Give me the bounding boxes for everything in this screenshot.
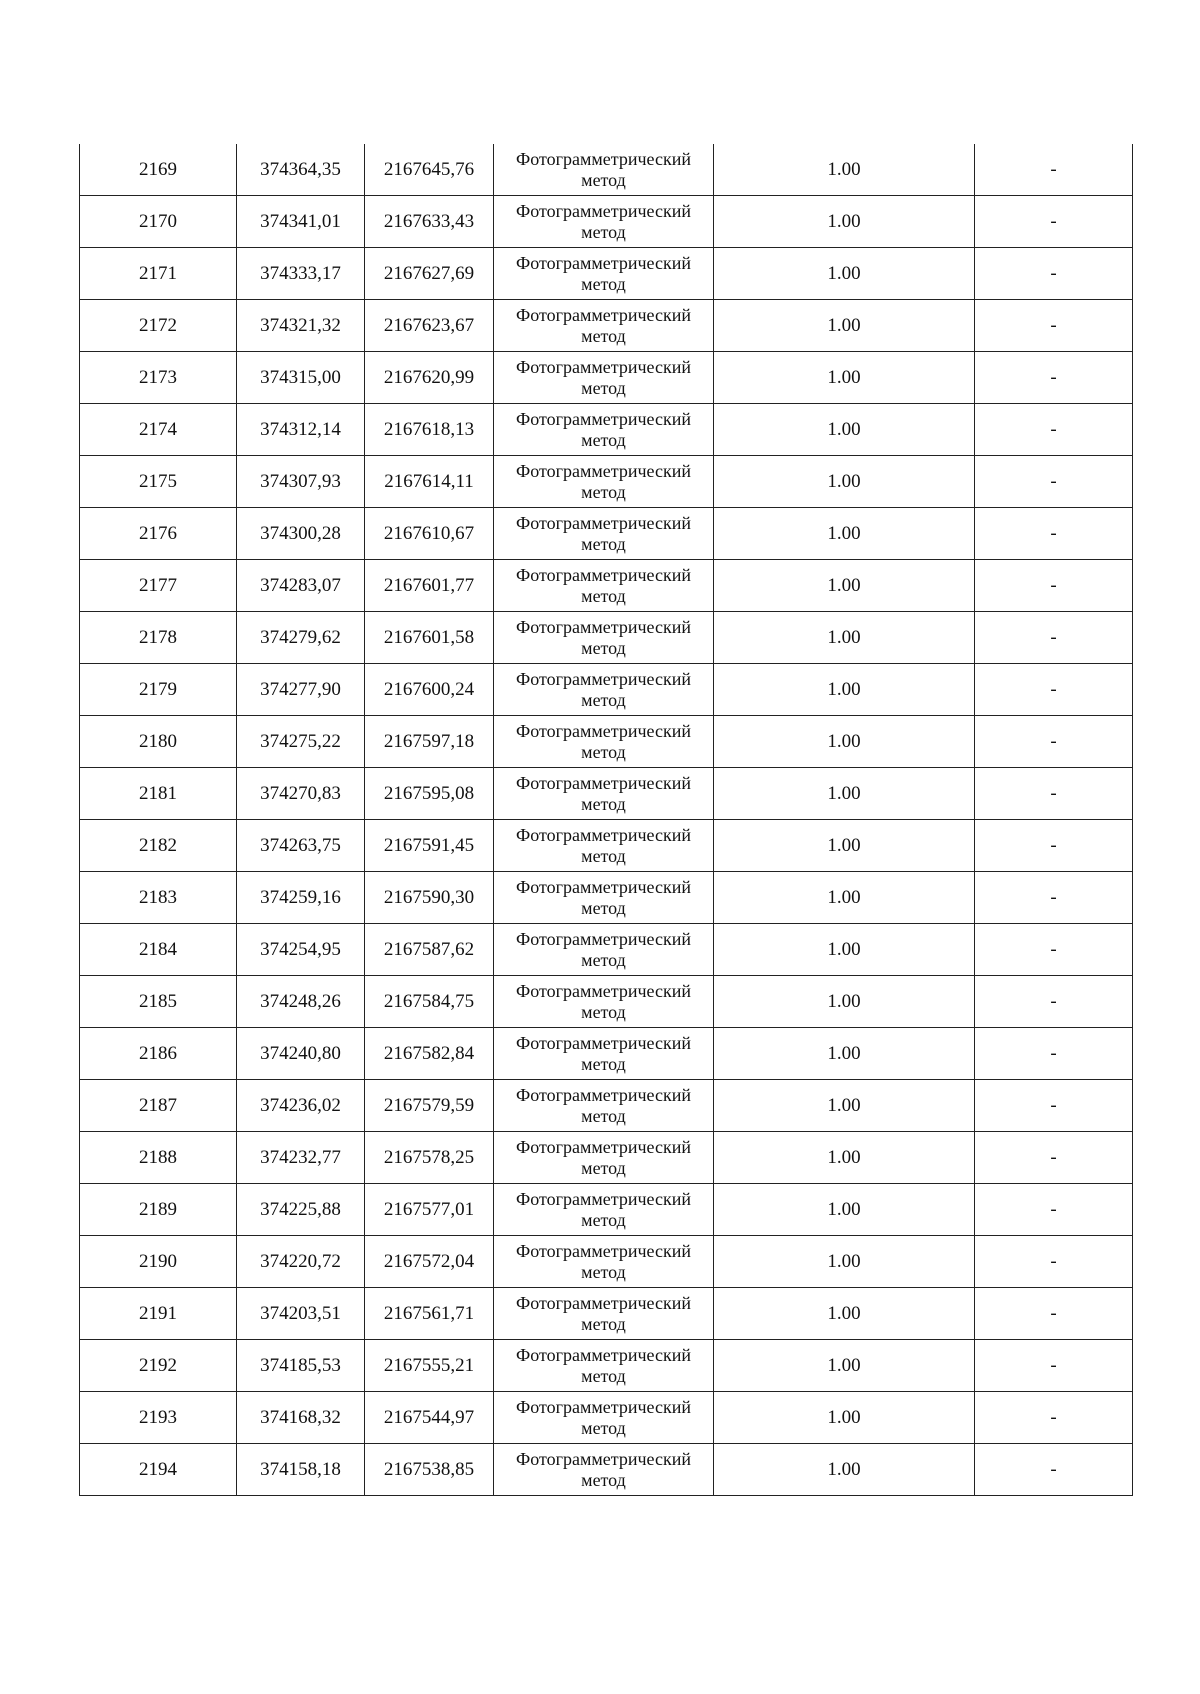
method-cell [494,508,714,560]
x-coordinate-cell: 374203,51 [237,1288,365,1340]
y-coordinate-cell: 2167590,30 [365,872,494,924]
table-row [80,924,1133,976]
table-row [80,300,1133,352]
precision-cell: 1.00 [714,352,975,404]
precision-cell: 1.00 [714,560,975,612]
table-row [80,144,1133,196]
note-cell: - [975,456,1133,508]
x-coordinate-cell: 374312,14 [237,404,365,456]
method-cell [494,664,714,716]
method-line-2: метод [581,533,626,554]
method-cell [494,1080,714,1132]
precision-cell: 1.00 [714,508,975,560]
method-cell [494,456,714,508]
method-line-1: Фотограмметрический [516,512,691,533]
table-row [80,456,1133,508]
precision-cell: 1.00 [714,976,975,1028]
x-coordinate-cell: 374315,00 [237,352,365,404]
note-cell: - [975,768,1133,820]
table-row [80,1184,1133,1236]
method-cell [494,1184,714,1236]
precision-cell: 1.00 [714,1392,975,1444]
table-row [80,1236,1133,1288]
point-number-cell: 2170 [80,196,237,248]
y-coordinate-cell: 2167620,99 [365,352,494,404]
method-line-2: метод [581,481,626,502]
method-line-2: метод [581,637,626,658]
precision-cell: 1.00 [714,1340,975,1392]
y-coordinate-cell: 2167591,45 [365,820,494,872]
point-number-cell: 2192 [80,1340,237,1392]
x-coordinate-cell: 374225,88 [237,1184,365,1236]
method-cell [494,248,714,300]
method-cell [494,1444,714,1496]
point-number-cell: 2179 [80,664,237,716]
method-line-2: метод [581,793,626,814]
table-row [80,1288,1133,1340]
method-line-1: Фотограмметрический [516,252,691,273]
y-coordinate-cell: 2167597,18 [365,716,494,768]
method-cell [494,1236,714,1288]
y-coordinate-cell: 2167555,21 [365,1340,494,1392]
precision-cell: 1.00 [714,820,975,872]
x-coordinate-cell: 374300,28 [237,508,365,560]
point-number-cell: 2183 [80,872,237,924]
y-coordinate-cell: 2167538,85 [365,1444,494,1496]
precision-cell: 1.00 [714,716,975,768]
method-cell [494,144,714,196]
x-coordinate-cell: 374259,16 [237,872,365,924]
method-line-2: метод [581,585,626,606]
note-cell: - [975,1288,1133,1340]
precision-cell: 1.00 [714,144,975,196]
point-number-cell: 2188 [80,1132,237,1184]
method-cell [494,1288,714,1340]
method-line-1: Фотограмметрический [516,668,691,689]
method-cell [494,716,714,768]
note-cell: - [975,352,1133,404]
point-number-cell: 2178 [80,612,237,664]
table-row [80,1444,1133,1496]
method-line-1: Фотограмметрический [516,148,691,169]
note-cell: - [975,716,1133,768]
precision-cell: 1.00 [714,924,975,976]
y-coordinate-cell: 2167578,25 [365,1132,494,1184]
note-cell: - [975,820,1133,872]
note-cell: - [975,1028,1133,1080]
point-number-cell: 2171 [80,248,237,300]
point-number-cell: 2194 [80,1444,237,1496]
method-cell [494,196,714,248]
note-cell: - [975,664,1133,716]
method-line-2: метод [581,1053,626,1074]
y-coordinate-cell: 2167623,67 [365,300,494,352]
x-coordinate-cell: 374236,02 [237,1080,365,1132]
point-number-cell: 2187 [80,1080,237,1132]
method-line-2: метод [581,1261,626,1282]
point-number-cell: 2182 [80,820,237,872]
method-line-2: метод [581,897,626,918]
y-coordinate-cell: 2167584,75 [365,976,494,1028]
y-coordinate-cell: 2167627,69 [365,248,494,300]
method-line-2: метод [581,273,626,294]
point-number-cell: 2189 [80,1184,237,1236]
point-number-cell: 2184 [80,924,237,976]
x-coordinate-cell: 374248,26 [237,976,365,1028]
method-line-2: метод [581,845,626,866]
note-cell: - [975,872,1133,924]
x-coordinate-cell: 374333,17 [237,248,365,300]
x-coordinate-cell: 374277,90 [237,664,365,716]
table-row [80,352,1133,404]
precision-cell: 1.00 [714,1236,975,1288]
table-row [80,404,1133,456]
note-cell: - [975,612,1133,664]
method-line-2: метод [581,1105,626,1126]
method-line-1: Фотограмметрический [516,200,691,221]
x-coordinate-cell: 374185,53 [237,1340,365,1392]
precision-cell: 1.00 [714,1444,975,1496]
method-cell [494,404,714,456]
y-coordinate-cell: 2167633,43 [365,196,494,248]
precision-cell: 1.00 [714,1080,975,1132]
method-line-2: метод [581,429,626,450]
table-row [80,1080,1133,1132]
precision-cell: 1.00 [714,1028,975,1080]
x-coordinate-cell: 374254,95 [237,924,365,976]
point-number-cell: 2180 [80,716,237,768]
table-row [80,612,1133,664]
method-cell [494,768,714,820]
precision-cell: 1.00 [714,248,975,300]
precision-cell: 1.00 [714,196,975,248]
method-line-2: метод [581,741,626,762]
method-line-2: метод [581,325,626,346]
method-line-1: Фотограмметрический [516,1084,691,1105]
method-line-2: метод [581,1001,626,1022]
y-coordinate-cell: 2167587,62 [365,924,494,976]
point-number-cell: 2193 [80,1392,237,1444]
method-line-1: Фотограмметрический [516,1292,691,1313]
precision-cell: 1.00 [714,404,975,456]
method-line-1: Фотограмметрический [516,1448,691,1469]
method-cell [494,560,714,612]
method-line-2: метод [581,949,626,970]
table-row [80,508,1133,560]
method-line-1: Фотограмметрический [516,1188,691,1209]
precision-cell: 1.00 [714,768,975,820]
note-cell: - [975,1236,1133,1288]
y-coordinate-cell: 2167645,76 [365,144,494,196]
table-row [80,664,1133,716]
method-line-2: метод [581,377,626,398]
method-line-1: Фотограмметрический [516,408,691,429]
method-line-1: Фотограмметрический [516,876,691,897]
coordinates-table [79,144,1133,1496]
note-cell: - [975,976,1133,1028]
note-cell: - [975,1444,1133,1496]
y-coordinate-cell: 2167601,77 [365,560,494,612]
point-number-cell: 2177 [80,560,237,612]
x-coordinate-cell: 374321,32 [237,300,365,352]
x-coordinate-cell: 374220,72 [237,1236,365,1288]
y-coordinate-cell: 2167572,04 [365,1236,494,1288]
x-coordinate-cell: 374283,07 [237,560,365,612]
table-row [80,1392,1133,1444]
precision-cell: 1.00 [714,1288,975,1340]
method-cell [494,352,714,404]
table-row [80,560,1133,612]
note-cell: - [975,1184,1133,1236]
method-line-1: Фотограмметрический [516,616,691,637]
precision-cell: 1.00 [714,1132,975,1184]
method-line-1: Фотограмметрический [516,1344,691,1365]
method-line-2: метод [581,1313,626,1334]
method-cell [494,612,714,664]
method-line-1: Фотограмметрический [516,980,691,1001]
x-coordinate-cell: 374158,18 [237,1444,365,1496]
method-cell [494,872,714,924]
method-line-2: метод [581,1469,626,1490]
note-cell: - [975,248,1133,300]
method-line-2: метод [581,1365,626,1386]
x-coordinate-cell: 374270,83 [237,768,365,820]
x-coordinate-cell: 374240,80 [237,1028,365,1080]
method-cell [494,1340,714,1392]
note-cell: - [975,508,1133,560]
x-coordinate-cell: 374263,75 [237,820,365,872]
y-coordinate-cell: 2167601,58 [365,612,494,664]
y-coordinate-cell: 2167618,13 [365,404,494,456]
method-line-2: метод [581,1209,626,1230]
method-line-1: Фотограмметрический [516,1032,691,1053]
note-cell: - [975,560,1133,612]
y-coordinate-cell: 2167579,59 [365,1080,494,1132]
y-coordinate-cell: 2167614,11 [365,456,494,508]
y-coordinate-cell: 2167582,84 [365,1028,494,1080]
method-cell [494,1028,714,1080]
table-row [80,716,1133,768]
method-line-1: Фотограмметрический [516,356,691,377]
note-cell: - [975,196,1133,248]
point-number-cell: 2172 [80,300,237,352]
x-coordinate-cell: 374275,22 [237,716,365,768]
table-row [80,1028,1133,1080]
method-line-1: Фотограмметрический [516,772,691,793]
method-line-1: Фотограмметрический [516,1136,691,1157]
table-row [80,1340,1133,1392]
method-cell [494,300,714,352]
method-line-1: Фотограмметрический [516,1240,691,1261]
y-coordinate-cell: 2167595,08 [365,768,494,820]
table-row [80,1132,1133,1184]
note-cell: - [975,144,1133,196]
method-line-1: Фотограмметрический [516,824,691,845]
method-line-2: метод [581,221,626,242]
point-number-cell: 2173 [80,352,237,404]
precision-cell: 1.00 [714,300,975,352]
precision-cell: 1.00 [714,456,975,508]
y-coordinate-cell: 2167544,97 [365,1392,494,1444]
x-coordinate-cell: 374307,93 [237,456,365,508]
point-number-cell: 2185 [80,976,237,1028]
point-number-cell: 2169 [80,144,237,196]
table-row [80,248,1133,300]
method-cell [494,976,714,1028]
table-row [80,820,1133,872]
method-line-2: метод [581,1157,626,1178]
point-number-cell: 2174 [80,404,237,456]
point-number-cell: 2186 [80,1028,237,1080]
table-row [80,768,1133,820]
y-coordinate-cell: 2167600,24 [365,664,494,716]
point-number-cell: 2175 [80,456,237,508]
method-cell [494,820,714,872]
table-row [80,976,1133,1028]
method-line-1: Фотограмметрический [516,564,691,585]
table-row [80,872,1133,924]
precision-cell: 1.00 [714,1184,975,1236]
y-coordinate-cell: 2167577,01 [365,1184,494,1236]
y-coordinate-cell: 2167561,71 [365,1288,494,1340]
x-coordinate-cell: 374232,77 [237,1132,365,1184]
y-coordinate-cell: 2167610,67 [365,508,494,560]
method-cell [494,924,714,976]
note-cell: - [975,1340,1133,1392]
method-line-2: метод [581,689,626,710]
point-number-cell: 2181 [80,768,237,820]
note-cell: - [975,300,1133,352]
method-line-1: Фотограмметрический [516,1396,691,1417]
note-cell: - [975,1132,1133,1184]
x-coordinate-cell: 374341,01 [237,196,365,248]
note-cell: - [975,924,1133,976]
note-cell: - [975,1080,1133,1132]
method-line-1: Фотограмметрический [516,460,691,481]
x-coordinate-cell: 374364,35 [237,144,365,196]
table-row [80,196,1133,248]
x-coordinate-cell: 374168,32 [237,1392,365,1444]
method-cell [494,1392,714,1444]
method-line-1: Фотограмметрический [516,928,691,949]
point-number-cell: 2176 [80,508,237,560]
point-number-cell: 2191 [80,1288,237,1340]
method-line-1: Фотограмметрический [516,304,691,325]
note-cell: - [975,1392,1133,1444]
precision-cell: 1.00 [714,664,975,716]
coordinates-table-body [80,144,1133,1496]
point-number-cell: 2190 [80,1236,237,1288]
x-coordinate-cell: 374279,62 [237,612,365,664]
method-line-2: метод [581,1417,626,1438]
precision-cell: 1.00 [714,612,975,664]
method-cell [494,1132,714,1184]
note-cell: - [975,404,1133,456]
method-line-1: Фотограмметрический [516,720,691,741]
method-line-2: метод [581,169,626,190]
precision-cell: 1.00 [714,872,975,924]
